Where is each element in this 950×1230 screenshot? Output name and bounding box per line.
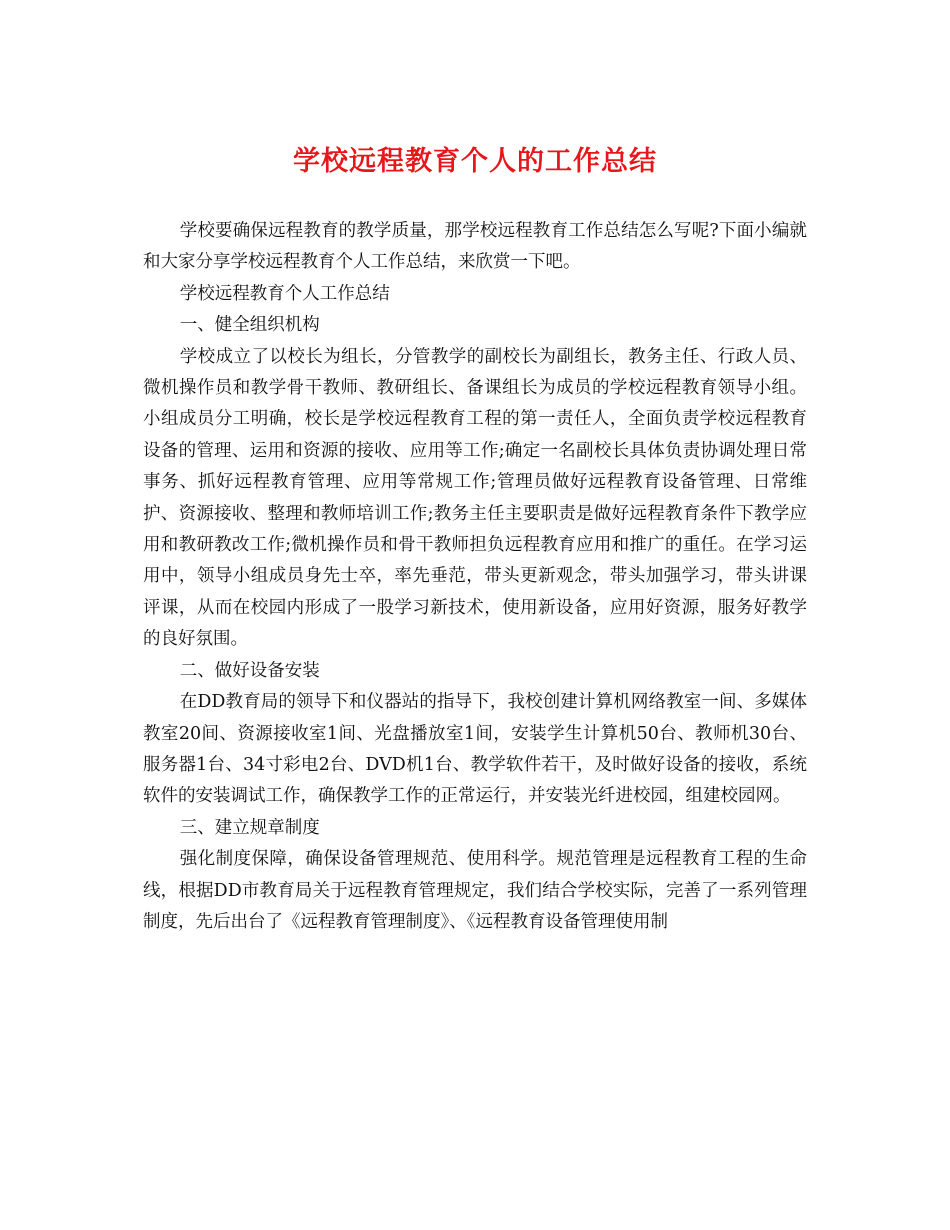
document-title: 学校远程教育个人的工作总结 xyxy=(293,146,657,177)
paragraph-section-2: 在DD教育局的领导下和仪器站的指导下，我校创建计算机网络教室一间、多媒体教室20间、资源接收室1间、光盘播放室1间，安装学生计算机50台、教师机30台、服务器1台、34寸彩电2台、DVD机1台、教学软件若干，及时做好设备的接收，系统软件的安装调试工作，确保教学工作的正常运行，并安装光纤进校园，组建校园网。 xyxy=(143,692,807,807)
section-heading-2: 二、做好设备安装 xyxy=(179,660,320,681)
paragraph-intro: 学校要确保远程教育的教学质量，那学校远程教育工作总结怎么写呢?下面小编就和大家分享学校远程教育个人工作总结，来欣赏一下吧。 xyxy=(143,221,807,273)
paragraph-subtitle: 学校远程教育个人工作总结 xyxy=(179,283,390,304)
section-heading-1: 一、健全组织机构 xyxy=(179,315,320,336)
paragraph-section-1: 学校成立了以校长为组长，分管教学的副校长为副组长，教务主任、行政人员、微机操作员和教学骨干教师、教研组长、备课组长为成员的学校远程教育领导小组。小组成员分工明确，校长是学校远程教育工程的第一责任人，全面负责学校远程教育设备的管理、运用和资源的接收、应用等工作;确定一名副校长具体负责协调处理日常事务、抓好远程教育管理、应用等常规工作;管理员做好远程教育设备管理、日常维护、资源接收、整理和教师培训工作;教务主任主要职责是做好远程教育条件下教学应用和教研教改工作;微机操作员和骨干教师担负远程教育应用和推广的重任。在学习运用中，领导小组成员身先士卒，率先垂范，带头更新观念，带头加强学习，带头讲课评课，从而在校园内形成了一股学习新技术，使用新设备，应用好资源，服务好教学的良好氛围。 xyxy=(143,346,807,650)
paragraph-section-3: 强化制度保障，确保设备管理规范、使用科学。规范管理是远程教育工程的生命线，根据DD市教育局关于远程教育管理规定，我们结合学校实际，完善了一系列管理制度，先后出台了《远程教育管理制度》、《远程教育设备管理使用制 xyxy=(143,849,807,932)
document-body xyxy=(143,216,807,938)
section-heading-3: 三、建立规章制度 xyxy=(179,817,320,838)
